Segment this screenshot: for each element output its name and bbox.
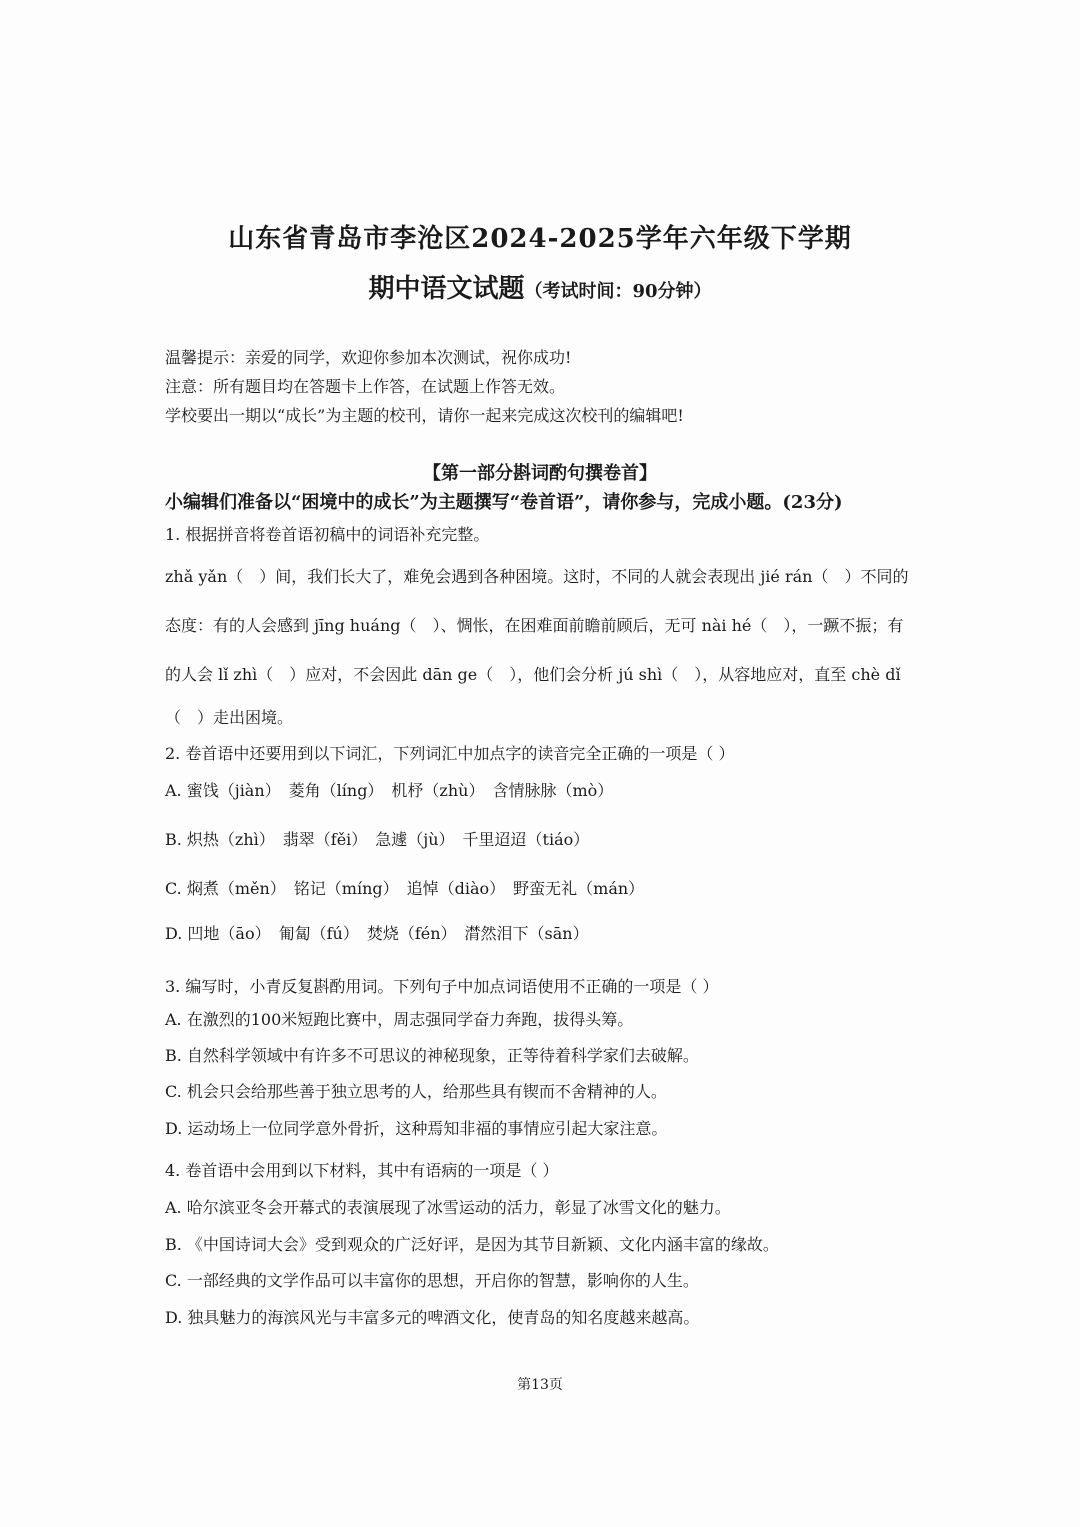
tip-line: 注意：所有题目均在答题卡上作答，在试题上作答无效。 xyxy=(165,377,566,396)
exam-title: 山东省青岛市李沧区2024-2025学年六年级下学期 xyxy=(228,224,852,254)
exam-duration: （考试时间：90分钟） xyxy=(524,281,712,302)
q2-option: A. 蜜饯（jiàn） 菱角（líng） 机杼（zhù） 含情脉脉（mò） xyxy=(165,781,614,800)
page-number: 第13页 xyxy=(517,1377,563,1393)
q2-stem: 2. 卷首语中还要用到以下词汇，下列词汇中加点字的读音完全正确的一项是（ ） xyxy=(165,744,735,763)
section-intro: 小编辑们准备以“困境中的成长”为主题撰写“卷首语”，请你参与，完成小题。(23分) xyxy=(165,492,843,513)
q4-option: D. 独具魅力的海滨风光与丰富多元的啤酒文化，使青岛的知名度越来越高。 xyxy=(165,1308,700,1327)
tips-block xyxy=(165,343,684,430)
q1-stem: 1. 根据拼音将卷首语初稿中的词语补充完整。 xyxy=(165,525,490,544)
q1-passage-line: 的人会 lǐ zhì（ ）应对，不会因此 dān ge（ ），他们会分析 jú shì（ ），从容地应对，直至 chè dǐ xyxy=(165,665,901,684)
q4-stem: 4. 卷首语中会用到以下材料，其中有语病的一项是（ ） xyxy=(165,1161,559,1180)
section-heading: 【第一部分斟词酌句撰卷首】 xyxy=(423,463,657,484)
tip-line: 学校要出一期以“成长”为主题的校刊，请你一起来完成这次校刊的编辑吧! xyxy=(165,406,684,425)
q2-option: D. 凹地（āo） 匍匐（fú） 焚烧（fén） 潸然泪下（sān） xyxy=(165,924,589,943)
q4-option: A. 哈尔滨亚冬会开幕式的表演展现了冰雪运动的活力，彰显了冰雪文化的魅力。 xyxy=(165,1198,731,1217)
exam-subtitle xyxy=(0,268,1080,305)
q4-option: B. 《中国诗词大会》受到观众的广泛好评，是因为其节目新颖、文化内涵丰富的缘故。 xyxy=(165,1235,779,1254)
tip-line: 温馨提示：亲爱的同学，欢迎你参加本次测试，祝你成功! xyxy=(165,348,572,367)
q1-passage-line: zhǎ yǎn（ ）间，我们长大了，难免会遇到各种困境。这时，不同的人就会表现出 jié rán（ ）不同的 xyxy=(165,567,909,586)
q3-option: A. 在激烈的100米短跑比赛中，周志强同学奋力奔跑，拔得头筹。 xyxy=(165,1010,634,1029)
q3-stem: 3. 编写时，小青反复斟酌用词。下列句子中加点词语使用不正确的一项是（ ） xyxy=(165,977,719,996)
q1-passage-line: 态度：有的人会感到 jīng huáng（ ）、惆怅，在困难面前瞻前顾后，无可 nài hé（ ），一蹶不振；有 xyxy=(165,616,904,635)
q3-option: B. 自然科学领域中有许多不可思议的神秘现象，正等待着科学家们去破解。 xyxy=(165,1046,699,1065)
q2-option: C. 焖煮（měn） 铭记（míng） 追悼（diào） 野蛮无礼（mán） xyxy=(165,879,645,898)
exam-subtitle-main: 期中语文试题 xyxy=(368,274,525,304)
q3-option: C. 机会只会给那些善于独立思考的人，给那些具有锲而不舍精神的人。 xyxy=(165,1082,667,1101)
q4-option: C. 一部经典的文学作品可以丰富你的思想，开启你的智慧，影响你的人生。 xyxy=(165,1271,699,1290)
q1-passage-line: （ ）走出困境。 xyxy=(165,708,294,727)
q2-option: B. 炽热（zhì） 翡翠（fěi） 急遽（jù） 千里迢迢（tiáo） xyxy=(165,830,590,849)
q3-option: D. 运动场上一位同学意外骨折，这种焉知非福的事情应引起大家注意。 xyxy=(165,1119,668,1138)
